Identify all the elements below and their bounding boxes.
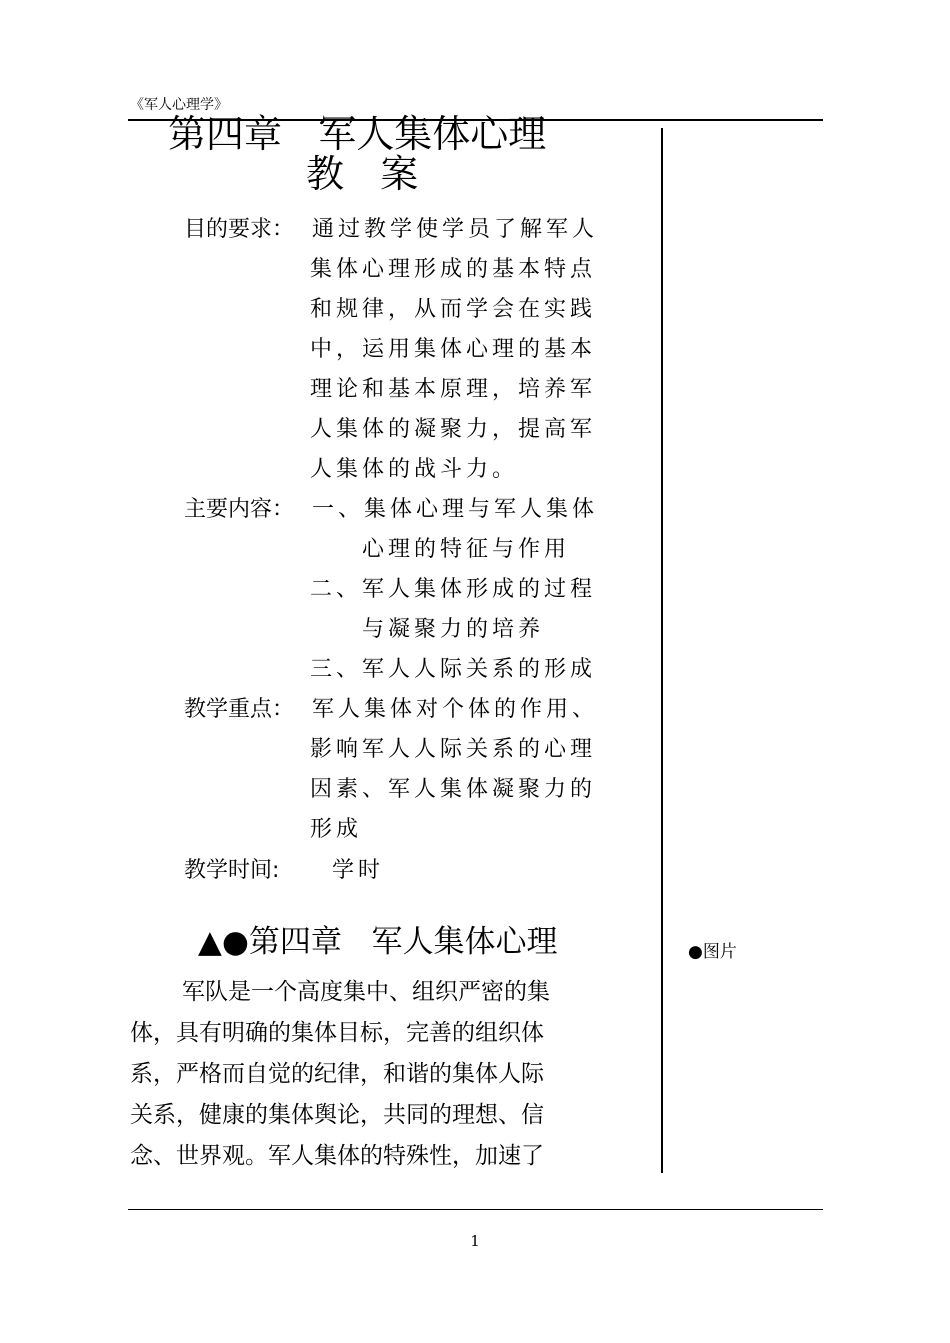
main-content-item: 心理的特征与作用	[362, 537, 571, 562]
teaching-time-label: 教学时间:	[184, 858, 280, 883]
main-content-item: 三、军人人际关系的形成	[310, 657, 597, 682]
margin-divider	[661, 128, 663, 1173]
lesson-plan-title: 教 案	[306, 152, 419, 196]
teaching-time-value: 学时	[332, 858, 385, 883]
main-content-label: 主要内容：	[184, 497, 295, 522]
main-content-item: 与凝聚力的培养	[362, 617, 545, 642]
main-content-item: 二、军人集体形成的过程	[310, 577, 597, 602]
paragraph-line: 系，严格而自觉的纪律，和谐的集体人际	[130, 1061, 544, 1087]
paragraph-line: 体，具有明确的集体目标，完善的组织体	[130, 1020, 544, 1046]
objectives-line: 人集体的凝聚力，提高军	[310, 417, 597, 442]
paragraph-line: 关系，健康的集体舆论，共同的理想、信	[130, 1102, 544, 1128]
main-content-item: 一、集体心理与军人集体	[312, 497, 599, 522]
paragraph-line: 念、世界观。军人集体的特殊性，加速了	[130, 1143, 544, 1169]
key-points-line: 影响军人人际关系的心理	[310, 737, 597, 762]
chapter-title: 第四章 军人集体心理	[168, 112, 547, 156]
book-title-header: 《军人心理学》	[130, 97, 228, 113]
objectives-line: 通过教学使学员了解军人	[312, 217, 599, 242]
objectives-line: 中，运用集体心理的基本	[310, 337, 597, 362]
paragraph-line: 军队是一个高度集中、组织严密的集	[182, 979, 550, 1005]
image-note: ●图片	[688, 942, 737, 962]
objectives-label: 目的要求：	[184, 217, 295, 242]
key-points-line: 军人集体对个体的作用、	[312, 697, 599, 722]
page-number: 1	[470, 1232, 480, 1250]
objectives-line: 人集体的战斗力。	[310, 457, 519, 482]
footer-rule	[128, 1209, 823, 1210]
section-heading: ▲●第四章 军人集体心理	[198, 924, 558, 960]
objectives-line: 理论和基本原理，培养军	[310, 377, 597, 402]
key-points-line: 形成	[310, 817, 363, 842]
objectives-line: 集体心理形成的基本特点	[310, 257, 597, 282]
key-points-line: 因素、军人集体凝聚力的	[310, 777, 597, 802]
objectives-line: 和规律，从而学会在实践	[310, 297, 597, 322]
key-points-label: 教学重点：	[184, 697, 295, 722]
